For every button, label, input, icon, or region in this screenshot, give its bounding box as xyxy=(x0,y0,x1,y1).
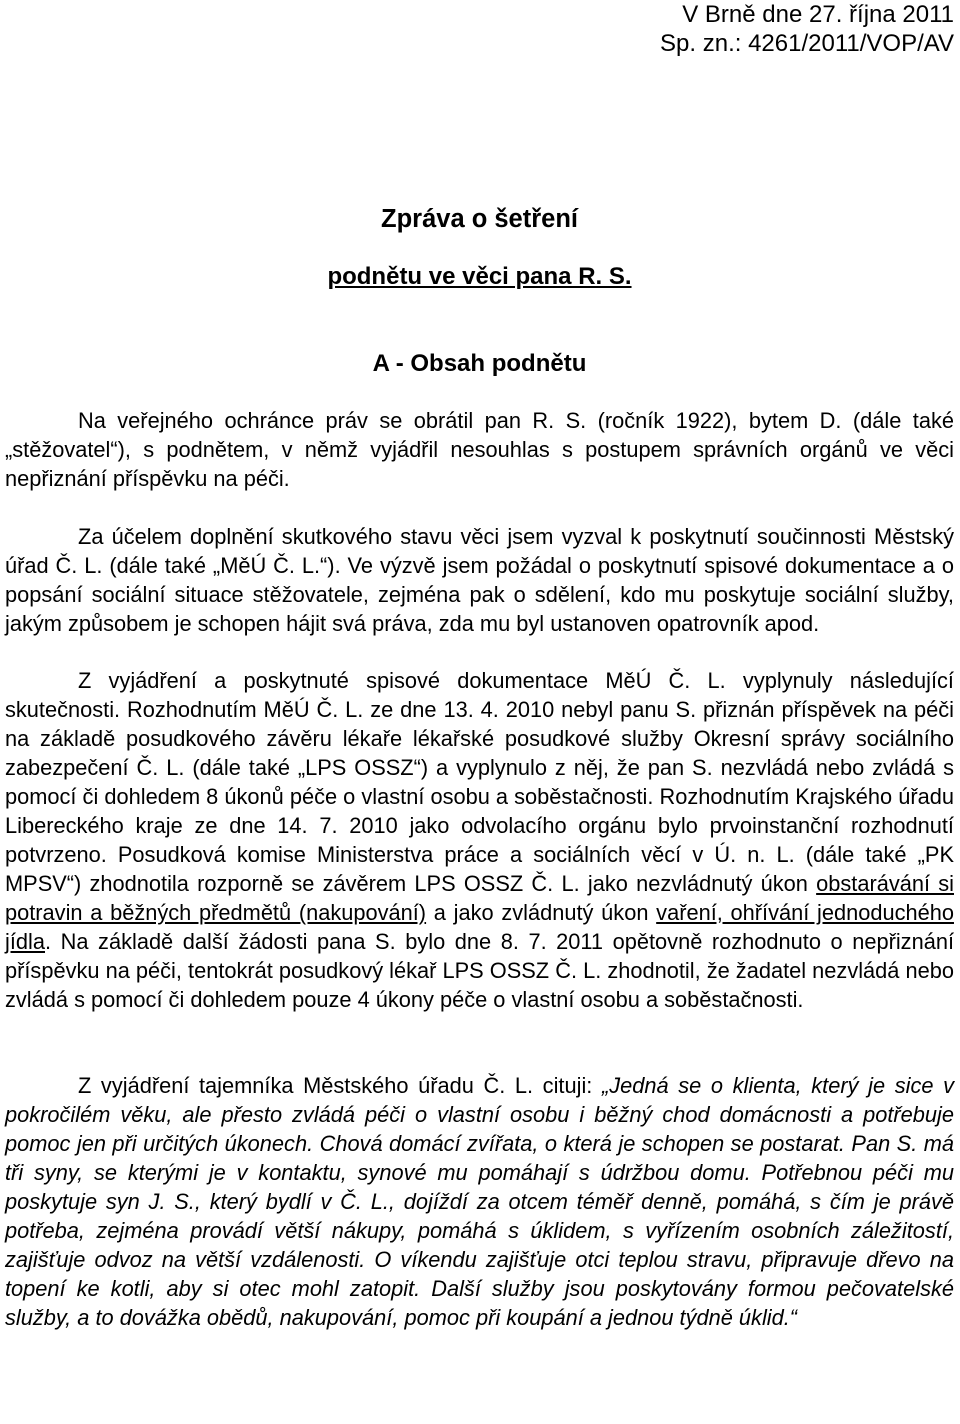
paragraph-3-text-a: Z vyjádření a poskytnuté spisové dokumentace MěÚ Č. L. vyplynuly následující skutečnosti. Rozhodnutím MěÚ Č. L. ze dne 13. 4. 2010 nebyl panu S. přiznán příspěvek na péči na základě posudkového závěru lékaře lékařské posudkové služby Okresní správy sociálního zabezpečení Č. L. (dále také „LPS OSSZ“) a vyplynulo z něj, že pan S. nezvládá nebo zvládá s pomocí či dohledem 8 úkonů péče o vlastní osobu a soběstačnosti. Rozhodnutím Krajského úřadu Libereckého kraje ze dne 14. 7. 2010 jako odvolacího orgánu bylo prvoinstanční rozhodnutí potvrzeno. Posudková komise Ministerstva práce a sociálních věcí v Ú. n. L. (dále také „PK MPSV“) zhodnotila rozporně se závěrem LPS OSSZ Č. L. jako nezvládnutý úkon xyxy=(5,668,954,896)
date-line: V Brně dne 27. října 2011 xyxy=(682,1,954,28)
document-subtitle xyxy=(5,262,954,291)
paragraph-3-text-c: . Na základě další žádosti pana S. bylo dne 8. 7. 2011 opětovně rozhodnuto o nepřiznání příspěvku na péči, tentokrát posudkový lékař LPS OSSZ Č. L. zhodnotil, že žadatel nezvládá nebo zvládá s pomocí či dohledem pouze 4 úkony péče o vlastní osobu a soběstačnosti. xyxy=(5,929,954,1012)
subtitle-text: podnětu ve věci pana R. S. xyxy=(327,263,632,290)
paragraph-3-text-b: a jako zvládnutý úkon xyxy=(426,900,657,925)
section-heading-a: A - Obsah podnětu xyxy=(372,350,587,377)
document-title: Zpráva o šetření xyxy=(381,205,578,233)
reference-number: Sp. zn.: 4261/2011/VOP/AV xyxy=(660,30,954,57)
paragraph-4 xyxy=(5,1071,954,1332)
paragraph-4-intro: Z vyjádření tajemníka Městského úřadu Č. L. cituji: xyxy=(78,1073,602,1098)
underlined-cooking: vaření, ohřívání jednoduchého jídla xyxy=(5,900,954,954)
paragraph-3 xyxy=(5,666,954,1014)
paragraph-2: Za účelem doplnění skutkového stavu věci jsem vyzval k poskytnutí součinnosti Městský úřad Č. L. (dále také „MěÚ Č. L.“). Ve výzvě jsem požádal o poskytnutí spisové dokumentace a o popsání sociální situace stěžovatele, zejména pak o sdělení, kdo mu poskytuje sociální služby, jakým způsobem je schopen hájit svá práva, zda mu byl ustanoven opatrovník apod. xyxy=(5,524,954,636)
paragraph-4-quote: „Jedná se o klienta, který je sice v pokročilém věku, ale přesto zvládá péči o vlastní osobu i běžný chod domácnosti a potřebuje pomoc jen při určitých úkonech. Chová domácí zvířata, o která je schopen se postarat. Pan S. má tři syny, se kterými je v kontaktu, synové mu pomáhají s údržbou domu. Potřebnou péči mu poskytuje syn J. S., který bydlí v Č. L., dojíždí za otcem téměř denně, pomáhá, s čím je právě potřeba, zejména provádí větší nákupy, pomáhá s úklidem, s vyřízením osobních záležitostí, zajišťuje odvoz na větší vzdálenosti. O víkendu zajišťuje otci teplou stravu, připravuje dřevo na topení ke kotli, aby si otec mohl zatopit. Další služby jsou poskytovány formou pečovatelské služby, a to dovážka obědů, nakupování, pomoc při koupání a jednou týdně úklid.“ xyxy=(5,1073,954,1330)
paragraph-1: Na veřejného ochránce práv se obrátil pan R. S. (ročník 1922), bytem D. (dále také „stěžovatel“), s podnětem, v němž vyjádřil nesouhlas s postupem správních orgánů ve věci nepřiznání příspěvku na péči. xyxy=(5,408,954,491)
underlined-shopping: obstarávání si potravin a běžných předmětů (nakupování) xyxy=(5,871,954,925)
document-header xyxy=(5,0,954,58)
